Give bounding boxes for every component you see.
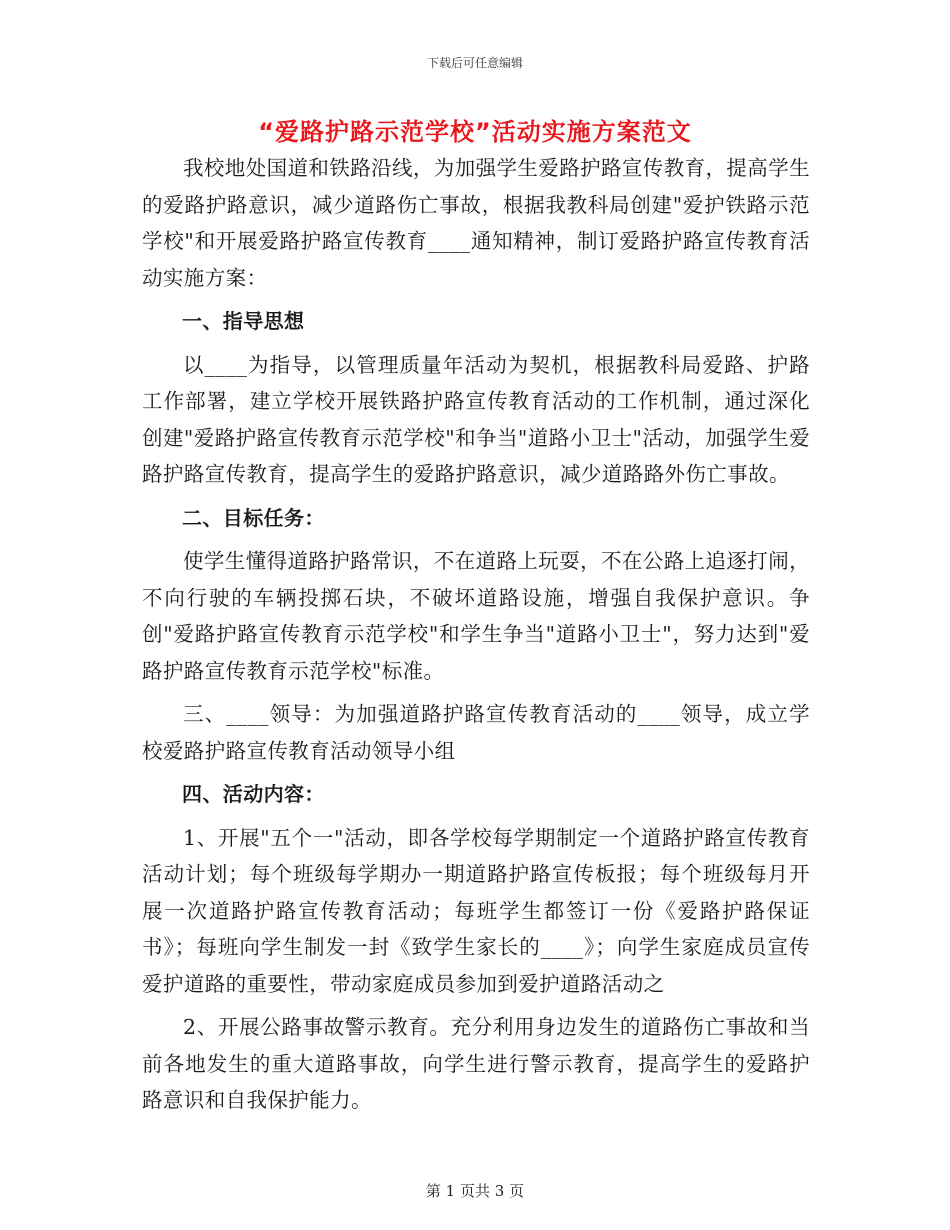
section-heading-activities: 四、活动内容： xyxy=(182,782,325,806)
activity-item-2: 2、开展公路事故警示教育。充分利用身边发生的道路伤亡事故和当前各地发生的重大道路事故，向学生进行警示教育，提高学生的爱路护路意识和自我保护能力。 xyxy=(142,1015,810,1112)
activity-item-1: 1、开展"五个一"活动，即各学校每学期制定一个道路护路宣传教育活动计划；每个班级每学期办一期道路护路宣传板报；每个班级每月开展一次道路护路宣传教育活动；每班学生都签订一份《爱路护路保证书》；每班向学生制发一封《致学生家长的____》；向学生家庭成员宣传爱护道路的重要性，带动家庭成员参加到爱护道路活动之 xyxy=(142,825,810,996)
leadership-paragraph: 三、____领导：为加强道路护路宣传教育活动的____领导，成立学校爱路护路宣传教育活动领导小组 xyxy=(142,702,810,763)
section-heading-guiding-ideology: 一、指导思想 xyxy=(182,309,305,333)
document-title: “爱路护路示范学校”活动实施方案范文 xyxy=(258,118,692,146)
header-note: 下载后可任意编辑 xyxy=(426,56,523,70)
intro-paragraph: 我校地处国道和铁路沿线，为加强学生爱路护路宣传教育，提高学生的爱路护路意识，减少道路伤亡事故，根据我教科局创建"爱护铁路示范学校"和开展爱路护路宣传教育____通知精神，制订爱路护路宣传教育活动实施方案： xyxy=(142,156,810,290)
section-heading-goals: 二、目标任务： xyxy=(182,505,325,530)
goals-paragraph: 使学生懂得道路护路常识，不在道路上玩耍，不在公路上追逐打闹，不向行驶的车辆投掷石块，不破坏道路设施，增强自我保护意识。争创"爱路护路宣传教育示范学校"和学生争当"道路小卫士"，努力达到"爱路护路宣传教育示范学校"标准。 xyxy=(142,549,810,683)
page-number: 第 1 页共 3 页 xyxy=(425,1182,525,1200)
document-body xyxy=(142,150,810,1126)
guiding-ideology-paragraph: 以____为指导，以管理质量年活动为契机，根据教科局爱路、护路工作部署，建立学校开展铁路护路宣传教育活动的工作机制，通过深化创建"爱路护路宣传教育示范学校"和争当"道路小卫士"活动，加强学生爱路护路宣传教育，提高学生的爱路护路意识，减少道路路外伤亡事故。 xyxy=(142,352,810,486)
